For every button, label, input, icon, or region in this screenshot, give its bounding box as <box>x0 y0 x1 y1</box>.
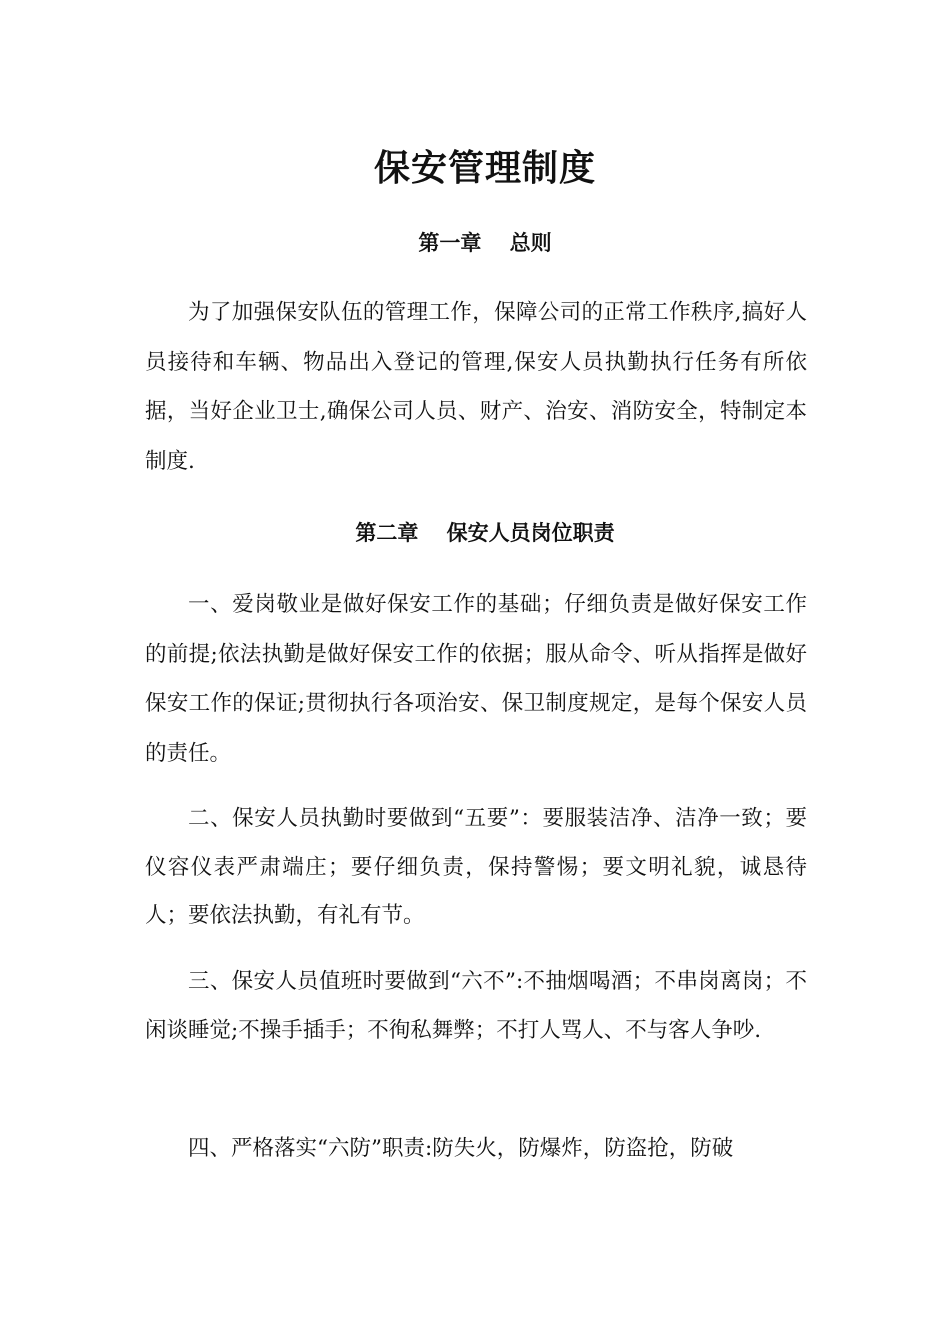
paragraph-duty-3: 三、保安人员值班时要做到“六不”:不抽烟喝酒；不串岗离岗；不闲谈睡觉;不操手插手；不徇私舞弊；不打人骂人、不与客人争吵. <box>145 969 807 1043</box>
paragraph-duty-2: 二、保安人员执勤时要做到“五要”：要服装洁净、洁净一致；要仪容仪表严肃端庄；要仔细负责，保持警惕；要文明礼貌，诚恳待人；要依法执勤，有礼有节。 <box>145 806 807 928</box>
paragraph-duty-4: 四、严格落实“六防”职责:防失火，防爆炸，防盗抢，防破 <box>188 1136 734 1161</box>
chapter-heading-1: 第一章 总则 <box>418 230 552 255</box>
paragraph-general-purpose: 为了加强保安队伍的管理工作，保障公司的正常工作秩序,搞好人员接待和车辆、物品出入登记的管理,保安人员执勤执行任务有所依据，当好企业卫士,确保公司人员、财产、治安、消防安全，特制定本制度. <box>145 300 807 474</box>
document-title: 保安管理制度 <box>373 147 596 189</box>
chapter-heading-2: 第二章 保安人员岗位职责 <box>355 520 615 545</box>
paragraph-duty-1: 一、爱岗敬业是做好保安工作的基础；仔细负责是做好保安工作的前提;依法执勤是做好保安工作的依据；服从命令、听从指挥是做好保安工作的保证;贯彻执行各项治安、保卫制度规定，是每个保安人员的责任。 <box>145 592 807 766</box>
